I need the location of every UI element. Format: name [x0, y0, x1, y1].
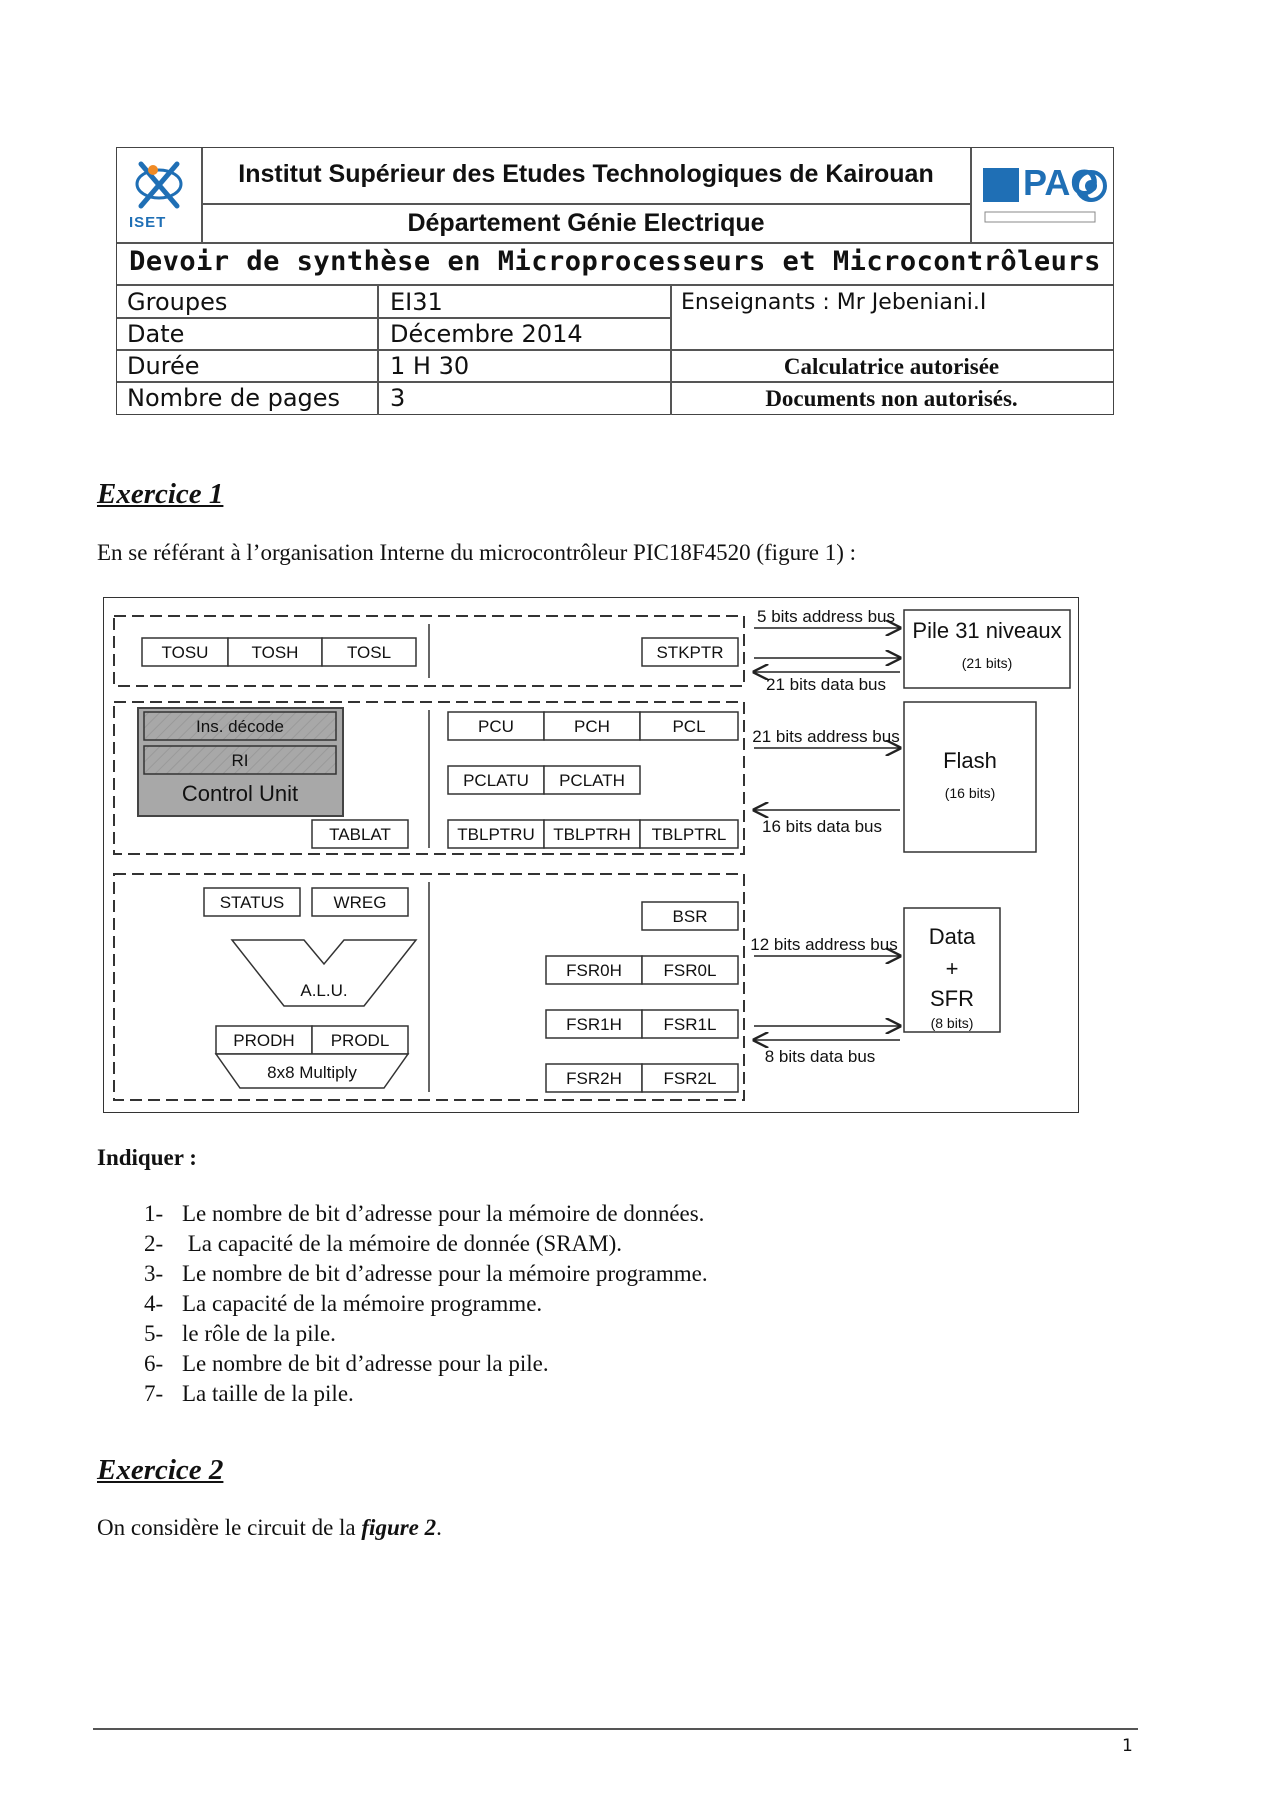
docs-note: Documents non autorisés.	[765, 386, 1018, 411]
header-table	[116, 147, 1114, 415]
control-unit-label: Control Unit	[181, 781, 299, 806]
reg-pclatu: PCLATU	[463, 771, 529, 790]
reg-fsr0h: FSR0H	[566, 961, 622, 980]
exam-title: Devoir de synthèse en Microprocesseurs et Microcontrôleurs	[129, 246, 1101, 277]
row-label-date: Date	[127, 320, 185, 348]
bus-21-data: 21 bits data bus	[765, 675, 887, 694]
list-item: 4- La capacité de la mémoire programme.	[144, 1291, 543, 1316]
bus-21-address: 21 bits address bus	[752, 727, 900, 746]
bus-16-data: 16 bits data bus	[761, 817, 883, 836]
list-item: 1- Le nombre de bit d’adresse pour la mémoire de données.	[144, 1201, 705, 1226]
alu-label: A.L.U.	[300, 981, 348, 1000]
reg-tblptru: TBLPTRU	[457, 825, 535, 844]
reg-tosh: TOSH	[251, 643, 299, 662]
row-value-duree: 1 H 30	[390, 352, 470, 380]
reg-wreg: WREG	[333, 893, 387, 912]
row-value-groupes: EI31	[390, 288, 443, 316]
pile-bits: (21 bits)	[961, 655, 1013, 671]
bus-12-address: 12 bits address bus	[750, 935, 898, 954]
reg-stkptr: STKPTR	[656, 643, 724, 662]
flash-bits: (16 bits)	[944, 785, 996, 801]
list-item: 5- le rôle de la pile.	[144, 1321, 336, 1346]
teachers: Enseignants : Mr Jebeniani.I	[681, 290, 987, 315]
institute-name: Institut Supérieur des Etudes Technologiques de Kairouan	[238, 160, 934, 188]
data-plus: +	[945, 956, 959, 981]
reg-fsr2l: FSR2L	[663, 1069, 717, 1088]
row-label-duree: Durée	[127, 352, 200, 380]
data-label: Data	[928, 924, 976, 949]
pile-label: Pile 31 niveaux	[912, 618, 1062, 643]
reg-fsr1l: FSR1L	[663, 1015, 717, 1034]
row-label-pages: Nombre de pages	[127, 384, 341, 412]
flash-label: Flash	[943, 748, 997, 773]
reg-prodh: PRODH	[233, 1031, 295, 1050]
list-item: 3- Le nombre de bit d’adresse pour la mémoire programme.	[144, 1261, 708, 1286]
reg-prodl: PRODL	[330, 1031, 390, 1050]
exercise2-title: Exercice 2	[97, 1454, 224, 1486]
exercise1-title: Exercice 1	[97, 478, 224, 510]
footer-rule	[93, 1728, 1138, 1730]
ins-decode-label: Ins. décode	[196, 717, 284, 736]
iset-logo	[123, 152, 195, 238]
ri-label: RI	[231, 751, 249, 770]
list-item: 2- La capacité de la mémoire de donnée (SRAM).	[144, 1231, 623, 1256]
reg-fsr2h: FSR2H	[566, 1069, 622, 1088]
reg-pclath: PCLATH	[559, 771, 625, 790]
figure2-ref: figure 2	[361, 1515, 437, 1540]
row-value-date: Décembre 2014	[390, 320, 583, 348]
list-item: 6- Le nombre de bit d’adresse pour la pile.	[144, 1351, 549, 1376]
exercise1-intro: En se référant à l’organisation Interne du microcontrôleur PIC18F4520 (figure 1) :	[97, 540, 856, 565]
bus-5-address: 5 bits address bus	[757, 607, 895, 626]
data-bits: (8 bits)	[930, 1015, 974, 1031]
reg-tosu: TOSU	[161, 643, 209, 662]
reg-fsr0l: FSR0L	[663, 961, 717, 980]
bus-8-data: 8 bits data bus	[764, 1047, 876, 1066]
sfr-label: SFR	[930, 986, 974, 1011]
indiquer-label: Indiquer :	[97, 1145, 197, 1170]
exercise2-intro: On considère le circuit de la figure 2.	[97, 1515, 442, 1540]
reg-tblptrh: TBLPTRH	[553, 825, 631, 844]
row-value-pages: 3	[390, 384, 406, 412]
reg-fsr1h: FSR1H	[566, 1015, 622, 1034]
paq-logo	[979, 156, 1107, 236]
reg-pch: PCH	[574, 717, 610, 736]
reg-bsr: BSR	[672, 907, 708, 926]
questions-list	[144, 1199, 708, 1409]
paq-logo-text: PAQ	[1023, 162, 1099, 203]
row-label-groupes: Groupes	[127, 288, 228, 316]
reg-tblptrl: TBLPTRL	[651, 825, 727, 844]
reg-pcl: PCL	[672, 717, 706, 736]
multiply-label: 8x8 Multiply	[267, 1063, 357, 1082]
reg-status: STATUS	[219, 893, 285, 912]
reg-tablat: TABLAT	[329, 825, 391, 844]
figure-1	[103, 597, 1079, 1113]
iset-logo-text: ISET	[129, 214, 167, 231]
list-item: 7- La taille de la pile.	[144, 1381, 354, 1406]
page-number: 1	[1122, 1736, 1133, 1756]
reg-tosl: TOSL	[346, 643, 392, 662]
reg-pcu: PCU	[478, 717, 514, 736]
calc-note: Calculatrice autorisée	[783, 354, 1000, 379]
department-name: Département Génie Electrique	[407, 209, 765, 237]
